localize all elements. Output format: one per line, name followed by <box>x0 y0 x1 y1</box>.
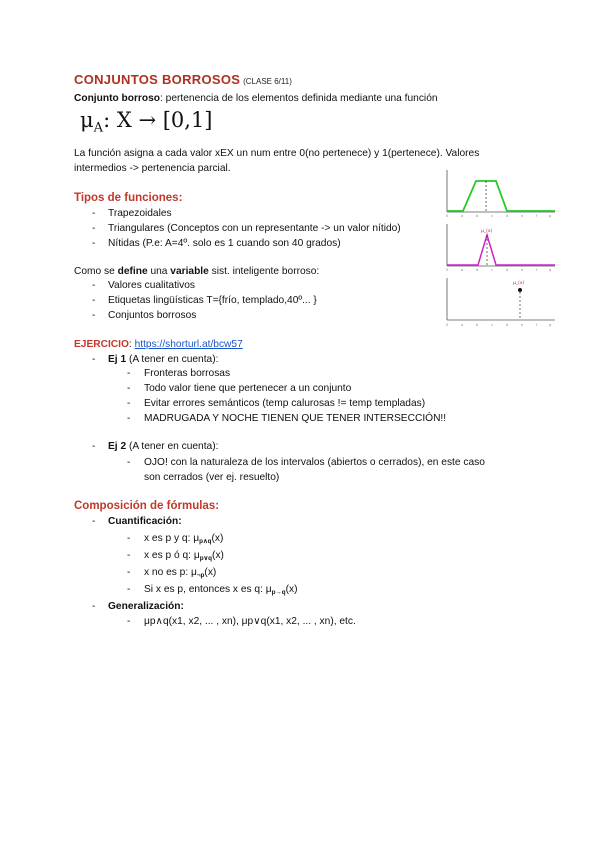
svg-text:d: d <box>506 214 509 218</box>
ej2-item-line-1: OJO! con la naturaleza de los intervalos (abiertos o cerrados), en este caso <box>144 457 485 468</box>
formula-impl-pre: Si x es p, entonces x es q: μ <box>144 584 272 595</box>
variable-item-2: Conjuntos borrosos <box>108 310 197 321</box>
tipos-dash-2: - <box>92 238 96 249</box>
svg-text:c: c <box>491 323 493 327</box>
svg-text:e: e <box>521 323 524 327</box>
formula-and-sub: p∧q <box>199 538 212 546</box>
svg-text:e: e <box>521 268 524 272</box>
svg-text:0: 0 <box>446 214 449 218</box>
svg-text:a: a <box>461 214 464 218</box>
ejercicio-line <box>74 339 243 350</box>
membership-formula <box>80 108 213 136</box>
ej1-label: Ej 1 <box>108 354 127 365</box>
formula-sub: A <box>93 120 104 136</box>
tipos-item-0: Trapezoidales <box>108 208 172 219</box>
formula-impl-sub: p→q <box>271 589 286 597</box>
formula-dash-3: - <box>127 567 131 578</box>
ej1-dash-3: - <box>127 413 131 424</box>
ej1-item-2: Evitar errores semánticos (temp calurosas != temp templadas) <box>144 398 426 409</box>
svg-text:0: 0 <box>446 268 449 272</box>
svg-text:f: f <box>536 214 538 218</box>
crisp-chart <box>443 276 558 330</box>
ejercicio-link[interactable]: https://shorturl.at/bcw57 <box>134 339 243 350</box>
formula-impl <box>144 584 298 596</box>
formula-or-sub: p∨q <box>199 555 213 563</box>
trap-ticks <box>446 214 551 218</box>
definition-line <box>74 93 438 104</box>
ej1-item-1: Todo valor tiene que pertenecer a un conjunto <box>144 383 352 394</box>
variable-post: sist. inteligente borroso: <box>208 266 320 277</box>
tipos-item-1: Triangulares (Conceptos con un representante -> un valor nítido) <box>108 223 401 234</box>
tri-series-line <box>447 235 555 265</box>
variable-dash-1: - <box>92 295 96 306</box>
ejercicio-label: EJERCICIO <box>74 339 129 350</box>
formula-or-pre: x es p ó q: μ <box>144 550 200 561</box>
crisp-label: μ_(x) <box>513 281 525 286</box>
svg-text:g: g <box>549 268 552 272</box>
tri-label: μ_(x) <box>481 229 493 234</box>
trap-series-line <box>447 181 555 211</box>
svg-text:d: d <box>506 323 509 327</box>
ej1-dash-0: - <box>127 368 131 379</box>
ej1-rest: (A tener en cuenta): <box>126 354 219 365</box>
definition-text: : pertenencia de los elementos definida mediante una función <box>160 93 438 104</box>
svg-text:b: b <box>476 214 479 218</box>
ej1-item-0: Fronteras borrosas <box>144 368 231 379</box>
svg-text:a: a <box>461 323 464 327</box>
ej2-label: Ej 2 <box>108 441 127 452</box>
formula-dash-4: - <box>127 584 131 595</box>
tipos-dash-1: - <box>92 223 96 234</box>
ej2-dash: - <box>92 441 96 452</box>
formula-not-sub: ¬p <box>196 572 205 580</box>
ej1-dash: - <box>92 354 96 365</box>
composicion-heading: Composición de fórmulas: <box>74 500 220 512</box>
generalizacion-label: Generalización: <box>108 601 184 612</box>
svg-text:c: c <box>491 268 493 272</box>
variable-item-0: Valores cualitativos <box>108 280 196 291</box>
ej1-item-3: MADRUGADA Y NOCHE TIENEN QUE TENER INTERSECCIÓN!! <box>144 413 447 424</box>
cuantificacion-label: Cuantificación: <box>108 516 182 527</box>
variable-line <box>74 266 319 277</box>
svg-text:d: d <box>506 268 509 272</box>
variable-item-1: Etiquetas lingüísticas T={frío, templado,40º... } <box>108 295 317 306</box>
svg-text:c: c <box>491 214 493 218</box>
formula-or <box>144 550 224 562</box>
gen-item-dash: - <box>127 616 131 627</box>
svg-text:b: b <box>476 323 479 327</box>
variable-word: variable <box>170 266 209 277</box>
title-text: CONJUNTOS BORROSOS <box>74 72 241 87</box>
paragraph-line-2: intermedios -> pertenencia parcial. <box>74 163 231 174</box>
svg-text:0: 0 <box>446 323 449 327</box>
formula-and-pre: x es p y q: μ <box>144 533 200 544</box>
formula-not-pre: x no es p: μ <box>144 567 197 578</box>
cuant-dash: - <box>92 516 96 527</box>
formula-mu: μ <box>80 108 94 132</box>
svg-text:f: f <box>536 268 538 272</box>
svg-text:b: b <box>476 268 479 272</box>
ej1-dash-1: - <box>127 383 131 394</box>
paragraph-line-1: La función asigna a cada valor xEX un num entre 0(no pertenece) y 1(pertenece). Valores <box>74 148 480 159</box>
formula-not <box>144 567 216 579</box>
tipos-item-2: Nítidas (P.e: A=4º. solo es 1 cuando son 40 grados) <box>108 238 341 249</box>
tipos-dash-0: - <box>92 208 96 219</box>
svg-text:f: f <box>536 323 538 327</box>
trapezoid-chart <box>443 168 558 220</box>
ej1-dash-2: - <box>127 398 131 409</box>
svg-text:e: e <box>521 214 524 218</box>
crisp-ticks <box>446 323 551 327</box>
tri-ticks <box>446 268 551 272</box>
variable-mid: una <box>147 266 171 277</box>
svg-text:g: g <box>549 323 552 327</box>
formula-not-post: (x) <box>204 567 217 578</box>
formula-dash-2: - <box>127 550 131 561</box>
crisp-point <box>518 288 522 292</box>
page-title <box>74 72 292 87</box>
variable-dash-2: - <box>92 310 96 321</box>
formula-dash-1: - <box>127 533 131 544</box>
formula-and-post: (x) <box>211 533 224 544</box>
triangle-chart <box>443 222 558 274</box>
generalizacion-item: μp∧q(x1, x2, ... , xn), μp∨q(x1, x2, ... , xn), etc. <box>144 616 356 627</box>
formula-or-post: (x) <box>212 550 224 561</box>
gen-dash: - <box>92 601 96 612</box>
variable-pre: Como se <box>74 266 118 277</box>
formula-and <box>144 533 223 545</box>
svg-text:a: a <box>461 268 464 272</box>
variable-dash-0: - <box>92 280 96 291</box>
svg-text:g: g <box>549 214 552 218</box>
ej2-dash-0: - <box>127 457 131 468</box>
formula-rest: : X → [0,1] <box>103 108 213 132</box>
title-note: (CLASE 6/11) <box>243 77 292 86</box>
formula-impl-post: (x) <box>285 584 298 595</box>
definition-term: Conjunto borroso <box>74 93 161 104</box>
ej2-line <box>108 441 218 452</box>
ej1-line <box>108 354 218 365</box>
tipos-heading: Tipos de funciones: <box>74 192 183 204</box>
ejercicio-colon: : <box>128 339 135 350</box>
variable-define: define <box>117 266 148 277</box>
ej2-rest: (A tener en cuenta): <box>126 441 219 452</box>
ej2-item-line-2: son cerrados (ver ej. resuelto) <box>144 472 280 483</box>
